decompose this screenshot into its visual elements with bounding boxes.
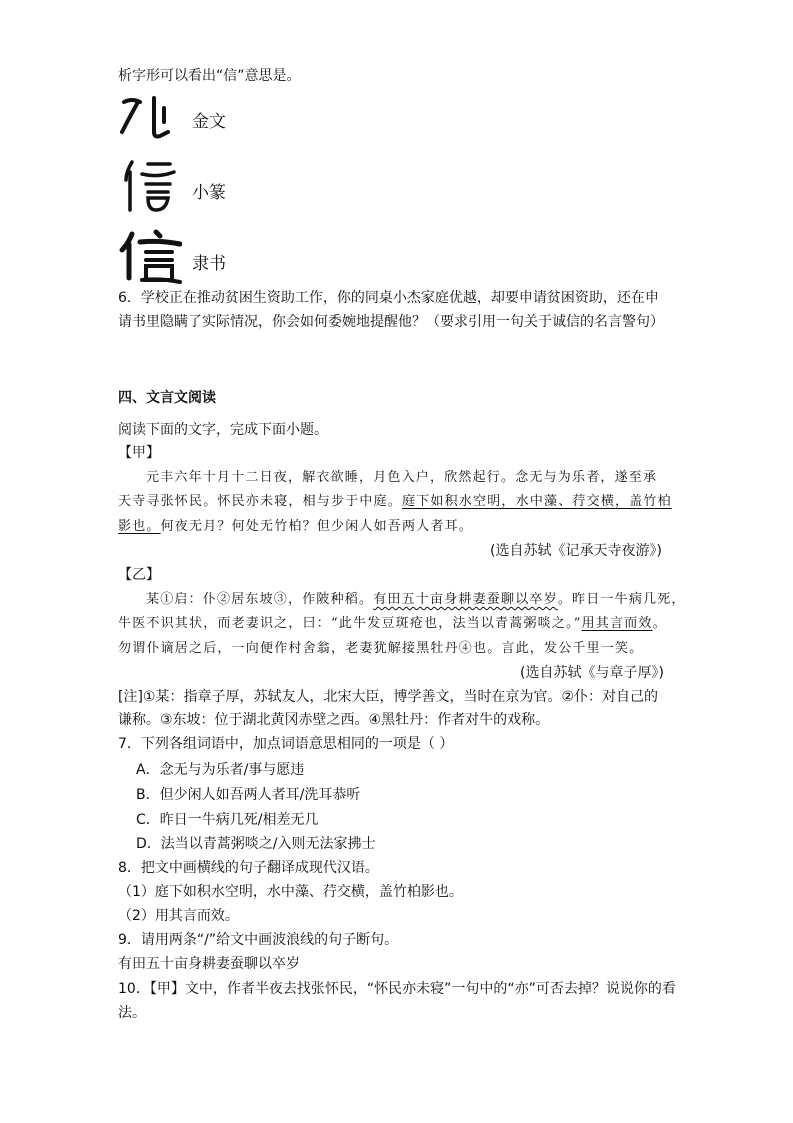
- note-line1: [注]①某：指章子厚，苏轼友人，北宋大臣，博学善文，当时在京为官。②仆：对自己的: [118, 689, 659, 705]
- yi-wavy-sentence: 有田五十亩身耕妻蚕聊以卒岁: [373, 592, 558, 607]
- instruction: 阅读下面的文字，完成下面小题。: [118, 422, 328, 438]
- jia-line1: 元丰六年十月十二日夜，解衣欲睡，月色入户，欣然起行。念无与为乐者，遂至承: [146, 470, 658, 485]
- q8-stem: 8．把文中画横线的句子翻译成现代汉语。: [118, 860, 379, 876]
- jia-underlined-sentence-part2: 影也。: [118, 519, 161, 534]
- jia-line3: [118, 517, 473, 537]
- yi-line2-text: 牛医不识其状，而老妻识之，曰：“此牛发豆斑疮也，法当以青蒿粥啖之。”: [118, 616, 582, 631]
- jinwen-xin-glyph-icon: [118, 92, 182, 150]
- yi-line2-tail: 。: [652, 616, 667, 631]
- q8-item-1: （1）庭下如积水空明，水中藻、荇交横，盖竹柏影也。: [118, 884, 463, 900]
- yi-line1-text: 某①启：仆②居东坡③，作陂种稻。: [146, 592, 374, 607]
- q7-stem: 7．下列各组词语中，加点词语意思相同的一项是（ ）: [118, 736, 454, 752]
- jia-line2: [118, 492, 672, 512]
- q7-option-c: C．昨日一牛病几死/相差无几: [136, 812, 319, 828]
- jia-tag: 【甲】: [118, 445, 160, 461]
- yi-underlined-sentence: 用其言而效: [581, 616, 653, 631]
- glyph-label-lishu: 隶书: [192, 254, 226, 274]
- yi-line3: 勿谓仆谪居之后，一向便作村舍翁，老妻犹解接黑牡丹④也。言此，发公千里一笑。: [118, 641, 644, 656]
- section-title: 四、文言文阅读: [118, 390, 216, 406]
- q10-line1: 10．【甲】文中，作者半夜去找张怀民，“怀民亦未寝”一句中的“亦”可否去掉？说说你的看: [118, 981, 676, 997]
- yi-line2: [118, 614, 667, 634]
- q9-stem: 9．请用两条“/”给文中画波浪线的句子断句。: [118, 932, 399, 948]
- jia-source: (选自苏轼《记承天寺夜游》): [490, 543, 662, 559]
- q9-sentence: 有田五十亩身耕妻蚕聊以卒岁: [118, 956, 300, 972]
- yi-source: (选自苏轼《与章子厚》): [520, 665, 664, 681]
- q6-line2: 请书里隐瞒了实际情况，你会如何委婉地提醒他？（要求引用一句关于诚信的名言警句）: [118, 314, 664, 330]
- xiaozhuan-xin-glyph-icon: [118, 158, 182, 216]
- q10-line2: 法。: [118, 1005, 146, 1021]
- jia-line3-text: 何夜无月？何处无竹柏？但少闲人如吾两人者耳。: [160, 519, 474, 534]
- yi-line1-tail: 。昨日一牛病几死，: [557, 592, 686, 607]
- yi-tag: 【乙】: [118, 567, 160, 583]
- q8-item-2: （2）用其言而效。: [118, 908, 239, 924]
- glyph-label-jinwen: 金文: [192, 112, 226, 132]
- jia-underlined-sentence-part1: 庭下如积水空明，水中藻、荇交横，盖竹柏: [402, 494, 672, 509]
- q6-line1: 6．学校正在推动贫困生资助工作，你的同桌小杰家庭优越，却要申请贫困资助，还在申: [118, 290, 659, 306]
- glyph-label-xiaozhuan: 小篆: [192, 183, 226, 203]
- q7-option-b: B．但少闲人如吾两人者耳/洗耳恭听: [136, 787, 361, 803]
- q7-option-a: A．念无与为乐者/事与愿违: [136, 762, 305, 778]
- q7-option-d: D．法当以青蒿粥啖之/入则无法家拂士: [136, 836, 376, 852]
- intro-line: 析字形可以看出“信”意思是。: [118, 68, 301, 84]
- jia-line2-text: 天寺寻张怀民。怀民亦未寝，相与步于中庭。: [118, 494, 403, 509]
- note-line2: 谦称。③东坡：位于湖北黄冈赤壁之西。④黑牡丹：作者对牛的戏称。: [118, 712, 550, 728]
- lishu-xin-glyph-icon: [118, 228, 182, 286]
- yi-line1: [146, 590, 686, 610]
